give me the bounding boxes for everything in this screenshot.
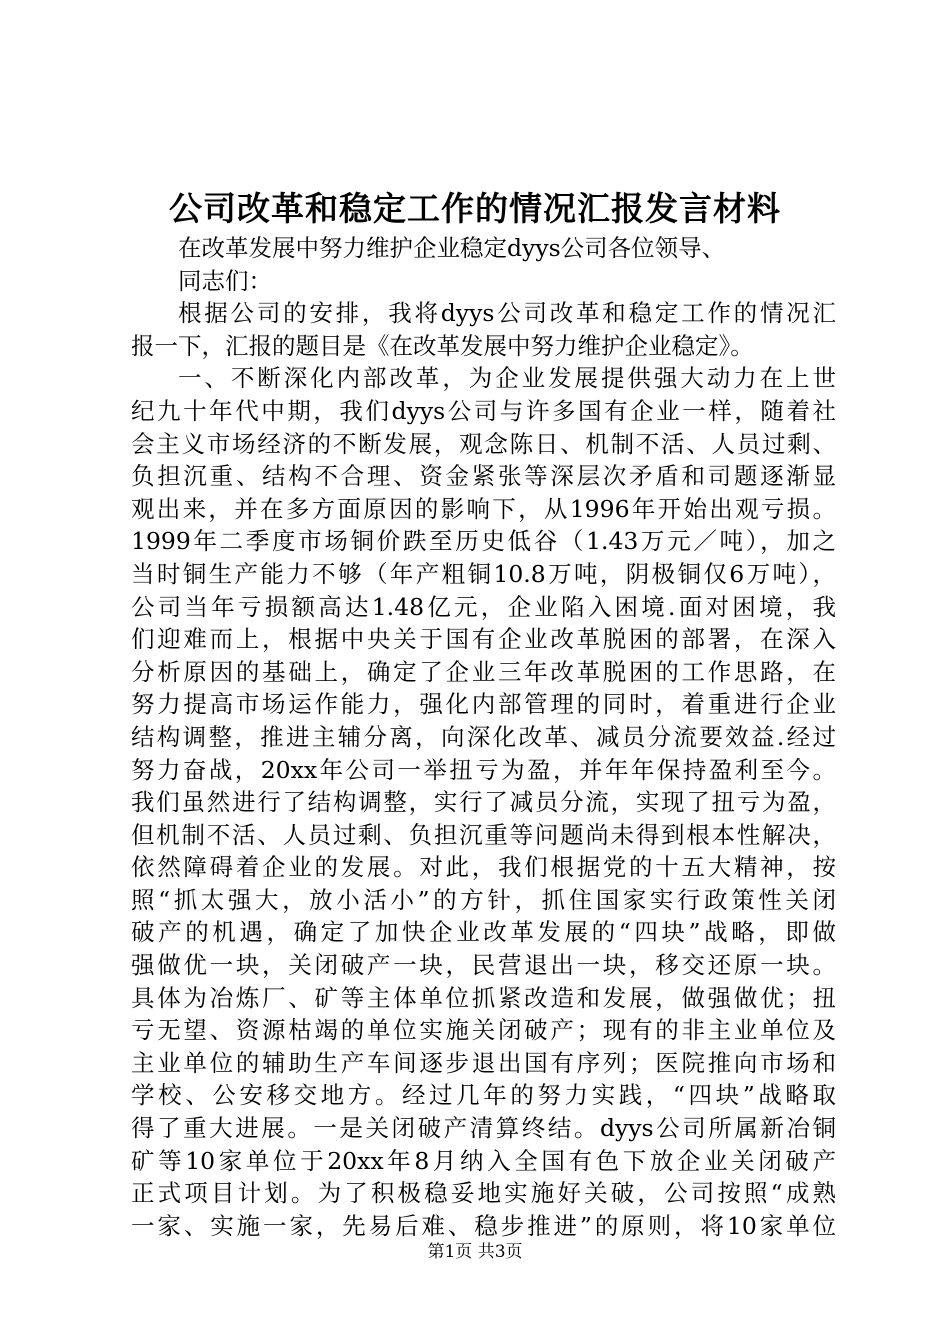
text-line: 负担沉重、结构不合理、资金紧张等深层次矛盾和司题逐渐显 [131, 462, 836, 491]
text-line: 报一下，汇报的题目是《在改革发展中努力维护企业稳定》。 [131, 331, 754, 360]
page-number-footer: 第1页 共3页 [427, 1242, 523, 1262]
text-line: 分析原因的基础上，确定了企业三年改革脱困的工作思路，在 [131, 657, 836, 686]
text-line: 照“抓太强大，放小活小”的方针，抓住国家实行政策性关闭 [131, 885, 836, 914]
text-line: 们迎难而上，根据中央关于国有企业改革脱困的部署，在深入 [131, 625, 836, 654]
text-line: 纪九十年代中期，我们dyys公司与许多国有企业一样，随着社 [131, 396, 836, 425]
text-line: 根据公司的安排，我将dyys公司改革和稳定工作的情况汇 [178, 299, 836, 328]
text-line: 得了重大进展。一是关闭破产清算终结。dyys公司所属新冶铜 [131, 1114, 836, 1143]
text-line: 1999年二季度市场铜价跌至历史低谷（1.43万元／吨），加之 [131, 527, 836, 556]
document-body [131, 232, 836, 1242]
text-line: 正式项目计划。为了积极稳妥地实施好关破，公司按照“成熟 [131, 1179, 836, 1208]
text-line: 但机制不活、人员过剩、负担沉重等问题尚未得到根本性解决， [131, 820, 836, 849]
text-line: 主业单位的辅助生产车间逐步退出国有序列；医院推向市场和 [131, 1048, 836, 1077]
text-line: 在改革发展中努力维护企业稳定dyys公司各位领导、 [178, 234, 726, 262]
text-line: 公司当年亏损额高达1.48亿元，企业陷入困境.面对困境，我 [131, 592, 836, 621]
text-line: 观出来，并在多方面原因的影响下，从1996年开始出观亏损。 [131, 494, 836, 523]
text-line: 依然障碍着企业的发展。对此，我们根据党的十五大精神，按 [131, 853, 836, 882]
text-line: 努力提高市场运作能力，强化内部管理的同时，着重进行企业 [131, 690, 836, 719]
text-line: 矿等10家单位于20xx年8月纳入全国有色下放企业关闭破产 [131, 1146, 836, 1175]
text-line: 同志们： [178, 266, 272, 295]
document-title: 公司改革和稳定工作的情况汇报发言材料 [169, 189, 781, 228]
text-line: 破产的机遇，确定了加快企业改革发展的“四块”战略，即做 [131, 918, 836, 947]
text-line: 一家、实施一家，先易后难、稳步推进”的原则，将10家单位 [131, 1211, 836, 1240]
text-line: 努力奋战，20xx年公司一举扭亏为盈，并年年保持盈利至今。 [131, 755, 836, 784]
text-line: 具体为冶炼厂、矿等主体单位抓紧改造和发展，做强做优；扭 [131, 983, 836, 1012]
text-line: 会主义市场经济的不断发展，观念陈日、机制不活、人员过剩、 [131, 429, 836, 458]
text-line: 亏无望、资源枯竭的单位实施关闭破产；现有的非主业单位及 [131, 1016, 836, 1045]
text-line: 结构调整，推进主辅分离，向深化改革、减员分流要效益.经过 [131, 722, 836, 751]
text-line: 强做优一块，关闭破产一块，民营退出一块，移交还原一块。 [131, 951, 836, 980]
text-line: 我们虽然进行了结构调整，实行了减员分流，实现了扭亏为盈， [131, 788, 836, 817]
text-line: 一、不断深化内部改革，为企业发展提供强大动力在上世 [178, 364, 836, 393]
text-line: 学校、公安移交地方。经过几年的努力实践，“四块”战略取 [131, 1081, 836, 1110]
text-line: 当时铜生产能力不够（年产粗铜10.8万吨，阴极铜仅6万吨）， [131, 559, 836, 588]
